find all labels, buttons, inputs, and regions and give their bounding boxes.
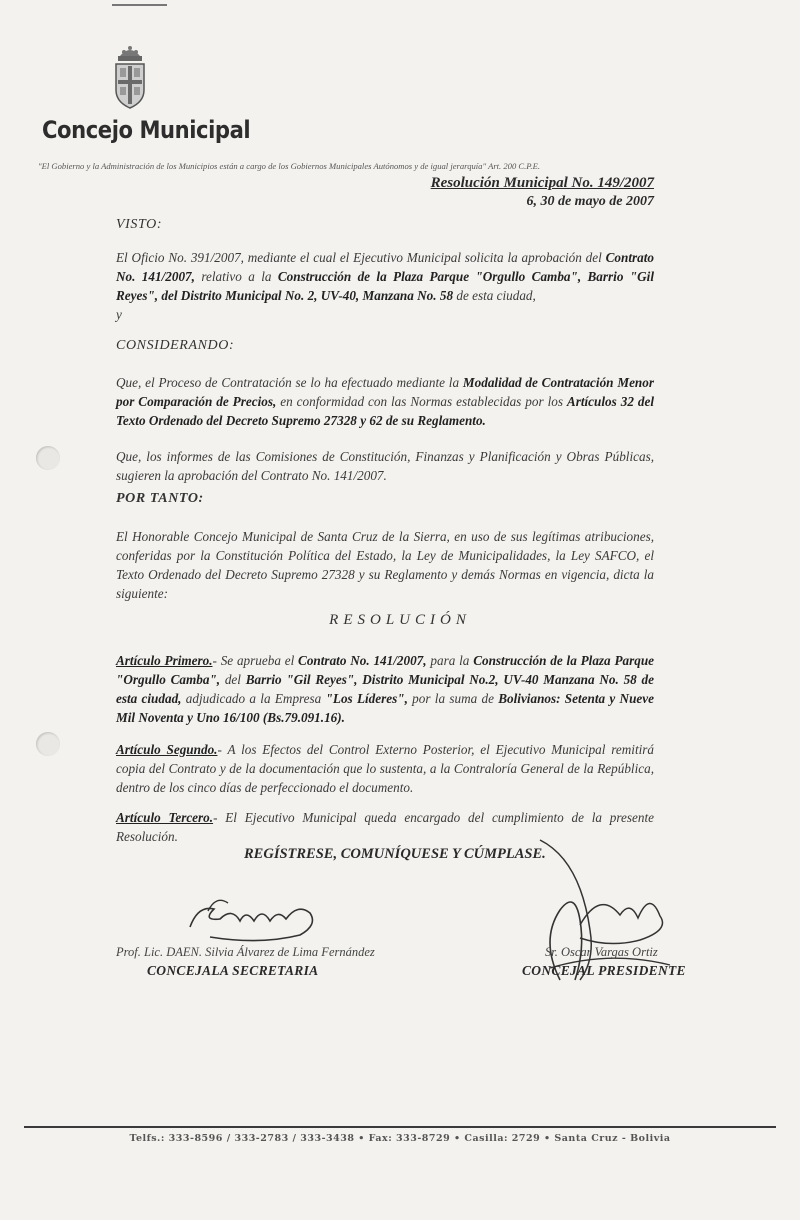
punch-hole-bottom <box>36 732 60 756</box>
considerando-paragraph-2: Que, los informes de las Comisiones de Constitución, Finanzas y Planificación y Obras Públicas, sugieren la aprobación del Contrato No. 141/2007. <box>116 449 654 483</box>
considerando-paragraph-1: Que, el Proceso de Contratación se lo ha efectuado mediante la Modalidad de Contratación Menor por Comparación de Precios, en conformidad con las Normas establecidas por los Artículos 32 del Texto Ordenado del Decreto Supremo 27328 y 62 de su Reglamento. <box>116 375 654 428</box>
por-tanto-heading: POR TANTO: <box>116 491 204 506</box>
considerando-heading: CONSIDERANDO: <box>116 338 235 353</box>
signature-left-icon <box>180 885 330 945</box>
visto-heading: VISTO: <box>116 217 163 232</box>
resolucion-heading: RESOLUCIÓN <box>329 612 471 628</box>
punch-hole-top <box>36 446 60 470</box>
signature-left-name: Prof. Lic. DAEN. Silvia Álvarez de Lima Fernández <box>116 945 375 959</box>
closing-formula: REGÍSTRESE, COMUNÍQUESE Y CÚMPLASE. <box>244 846 546 862</box>
signature-left-title: CONCEJALA SECRETARIA <box>147 963 319 978</box>
resolution-number: Resolución Municipal No. 149/2007 <box>430 175 654 191</box>
article-second: Artículo Segundo.- A los Efectos del Control Externo Posterior, el Ejecutivo Municipal remitirá copia del Contrato y de la documentación que lo sustenta, a la Contraloría General de la República, dentro de los cinco días de perfeccionado el documento. <box>116 742 654 795</box>
coat-of-arms-icon <box>112 42 148 110</box>
top-edge-mark <box>112 4 167 6</box>
signature-right-title: CONCEJAL PRESIDENTE <box>522 963 686 978</box>
por-tanto-paragraph: El Honorable Concejo Municipal de Santa Cruz de la Sierra, en uso de sus legítimas atribuciones, conferidas por la Constitución Política del Estado, la Ley de Municipalidades, la Ley SAFCO, el Texto Ordenado del Decreto Supremo 27328 y su Reglamento y demás Normas en vigencia, dicta la siguiente: <box>116 529 654 601</box>
resolution-date: 6, 30 de mayo de 2007 <box>526 194 654 209</box>
visto-paragraph: El Oficio No. 391/2007, mediante el cual el Ejecutivo Municipal solicita la aprobación del Contrato No. 141/2007, relativo a la Construcción de la Plaza Parque "Orgullo Camba", Barrio "Gil Reyes", del Distrito Municipal No. 2, UV-40, Manzana No. 58 de esta ciudad, y <box>116 250 655 322</box>
article-first: Artículo Primero.- Se aprueba el Contrato No. 141/2007, para la Construcción de la Plaza Parque "Orgullo Camba", del Barrio "Gil Reyes", Distrito Municipal No.2, UV-40 Manzana No. 58 de esta ciudad, adjudicado a la Empresa "Los Líderes", por la suma de Bolivianos: Setenta y Nueve Mil Noventa y Uno 16/100 (Bs.79.091.16). <box>116 653 655 725</box>
org-name: Concejo Municipal <box>42 116 251 144</box>
constitutional-motto: "El Gobierno y la Administración de los Municipios están a cargo de los Gobiernos Municipales Autónomos y de igual jerarquía" Art. 200 C.P.E. <box>38 161 540 171</box>
article-third: Artículo Tercero.- El Ejecutivo Municipal queda encargado del cumplimiento de la presente Resolución. <box>116 810 654 844</box>
footer-contact: Telfs.: 333-8596 / 333-2783 / 333-3438 • Fax: 333-8729 • Casilla: 2729 • Santa Cruz - Bolivia <box>129 1133 671 1144</box>
signature-right-name: Sr. Oscar Vargas Ortiz <box>545 945 658 959</box>
footer-divider <box>24 1126 776 1128</box>
